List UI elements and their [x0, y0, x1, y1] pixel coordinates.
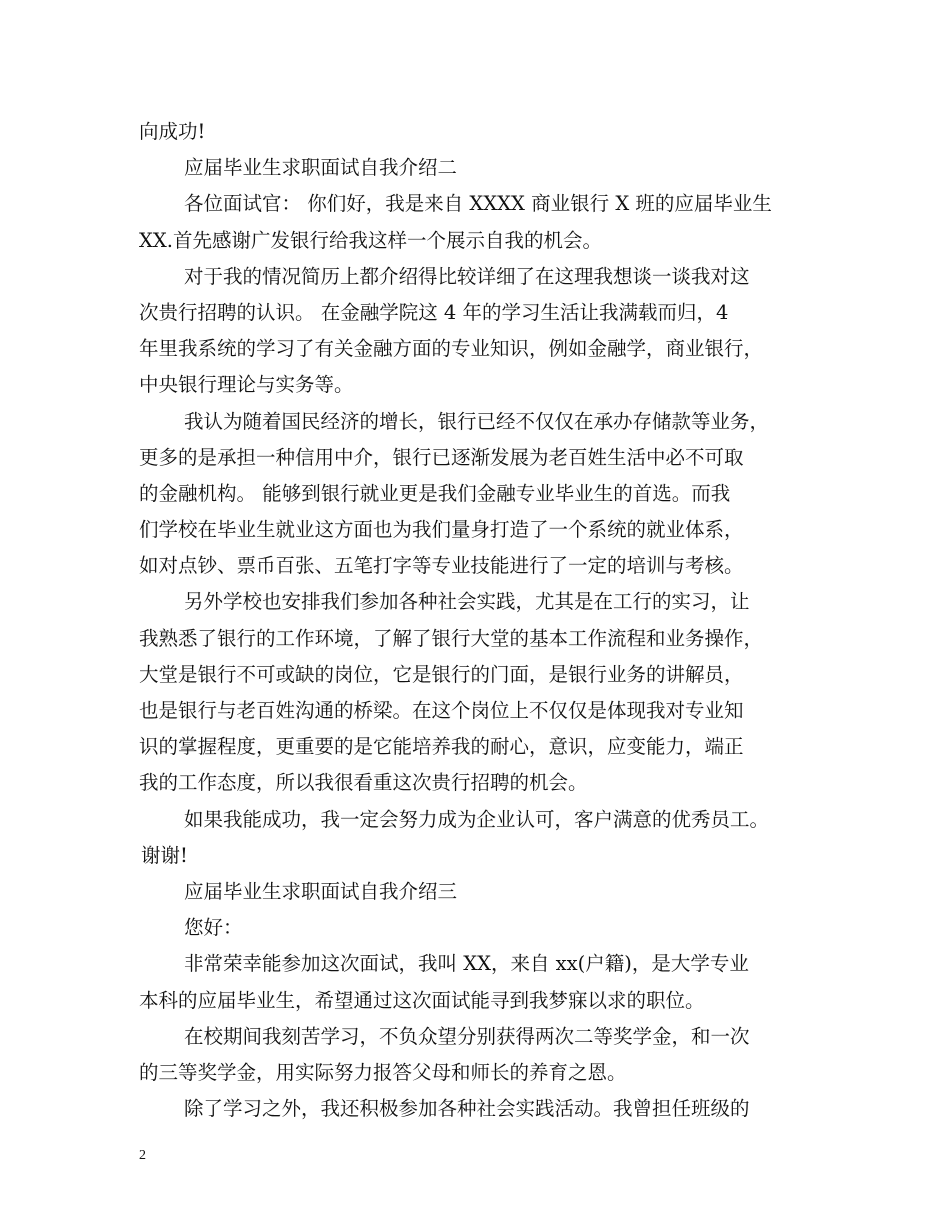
page-number: 2 — [139, 1148, 146, 1163]
text-line: 如果我能成功，我一定会努力成为企业认可，客户满意的优秀员工。 — [184, 807, 770, 831]
text-line: 对于我的情况简历上都介绍得比较详细了在这理我想谈一谈我对这 — [184, 264, 750, 288]
document-body — [139, 114, 819, 1127]
text-line: 次贵行招聘的认识。 在金融学院这 4 年的学习生活让我满载而归，4 — [139, 300, 729, 324]
text-line: 在校期间我刻苦学习，不负众望分别获得两次二等奖学金，和一次 — [184, 1024, 750, 1048]
text-line: 识的掌握程度，更重要的是它能培养我的耐心，意识，应变能力，端正 — [139, 735, 744, 759]
text-line: 我认为随着国民经济的增长，银行已经不仅仅在承办存储款等业务， — [184, 409, 770, 433]
text-line: 非常荣幸能参加这次面试，我叫 XX，来自 xx(户籍)，是大学专业 — [184, 952, 749, 976]
text-line: 的三等奖学金，用实际努力报答父母和师长的养育之恩。 — [139, 1060, 627, 1084]
text-line: XX.首先感谢广发银行给我这样一个展示自我的机会。 — [139, 228, 602, 252]
text-line: 我的工作态度，所以我很看重这次贵行招聘的机会。 — [139, 771, 588, 795]
text-line: 除了学习之外，我还积极参加各种社会实践活动。我曾担任班级的 — [184, 1097, 750, 1121]
text-line: 大堂是银行不可或缺的岗位，它是银行的门面，是银行业务的讲解员， — [139, 662, 744, 686]
text-line: 另外学校也安排我们参加各种社会实践，尤其是在工行的实习，让 — [184, 590, 750, 614]
text-line: 应届毕业生求职面试自我介绍二 — [184, 156, 458, 180]
text-line: 年里我系统的学习了有关金融方面的专业知识，例如金融学，商业银行， — [139, 337, 764, 361]
text-line: 也是银行与老百姓沟通的桥梁。在这个岗位上不仅仅是体现我对专业知 — [139, 699, 744, 722]
text-line: 应届毕业生求职面试自我介绍三 — [184, 879, 458, 903]
text-line: 谢谢! — [141, 843, 188, 867]
text-line: 向成功! — [139, 120, 206, 143]
text-line: 的金融机构。 能够到银行就业更是我们金融专业毕业生的首选。而我 — [139, 481, 731, 505]
text-line: 我熟悉了银行的工作环境，了解了银行大堂的基本工作流程和业务操作， — [139, 626, 764, 650]
text-line: 中央银行理论与实务等。 — [139, 373, 354, 397]
text-line: 各位面试官： 你们好，我是来自 XXXX 商业银行 X 班的应届毕业生 — [184, 192, 772, 216]
text-line: 本科的应届毕业生，希望通过这次面试能寻到我梦寐以求的职位。 — [139, 988, 705, 1012]
text-line: 更多的是承担一种信用中介，银行已逐渐发展为老百姓生活中必不可取 — [139, 445, 744, 469]
text-line: 如对点钞、票币百张、五笔打字等专业技能进行了一定的培训与考核。 — [139, 554, 744, 578]
text-line: 们学校在毕业生就业这方面也为我们量身打造了一个系统的就业体系， — [139, 518, 744, 542]
text-line: 您好： — [184, 916, 243, 940]
